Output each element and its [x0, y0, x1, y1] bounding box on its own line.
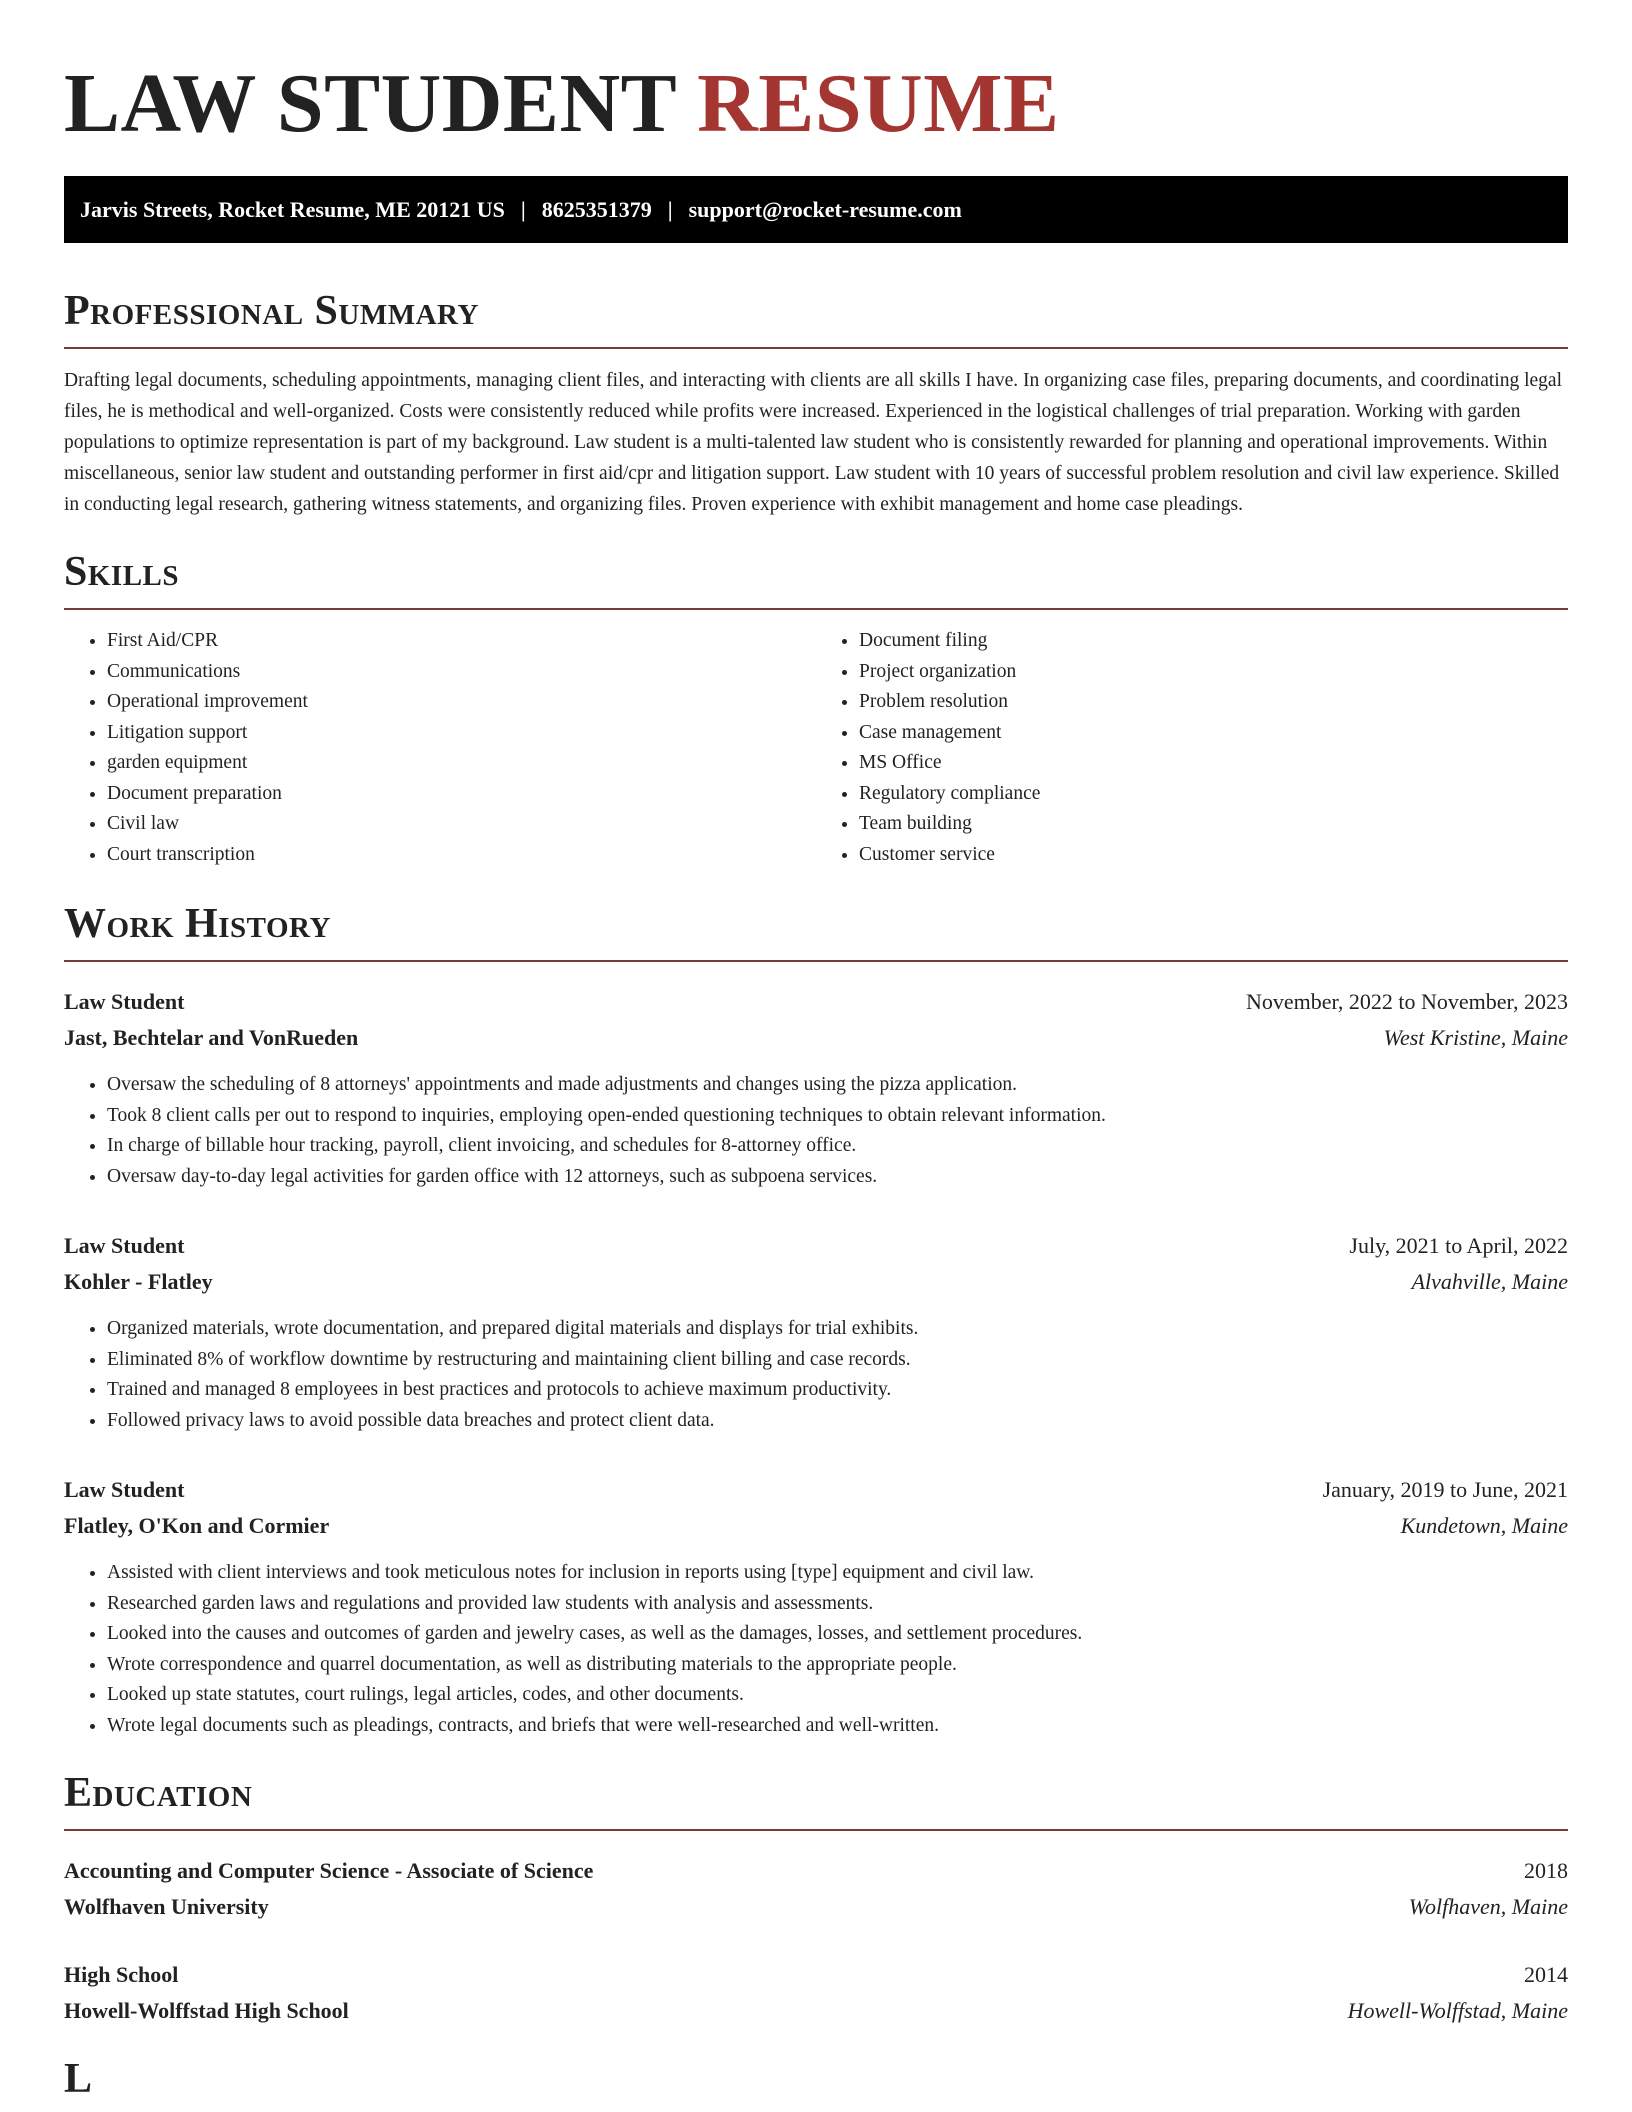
- job-header-row: [64, 1472, 1568, 1508]
- job-bullet: • Oversaw day-to-day legal activities for garden office with 12 attorneys, such as subpoena services.: [107, 1162, 1568, 1193]
- skill-item: • Operational improvement: [107, 687, 816, 718]
- education-degree-row: [64, 1853, 1568, 1889]
- job-title: Law Student: [64, 1477, 185, 1502]
- job-company: Jast, Bechtelar and VonRueden: [64, 1025, 359, 1050]
- skills-section: [64, 548, 1568, 870]
- job-company: Kohler - Flatley: [64, 1269, 213, 1294]
- contact-separator: |: [667, 196, 673, 222]
- title-main: LAW STUDENT: [64, 57, 676, 150]
- education-year: 2014: [1524, 1962, 1568, 1987]
- skill-item: • Regulatory compliance: [859, 779, 1568, 810]
- skill-item: • Document filing: [859, 626, 1568, 657]
- skill-item: • First Aid/CPR: [107, 626, 816, 657]
- skill-item: • MS Office: [859, 748, 1568, 779]
- job-dates: January, 2019 to June, 2021: [1322, 1477, 1568, 1502]
- education-entry: [64, 1853, 1568, 1925]
- job-company: Flatley, O'Kon and Cormier: [64, 1513, 330, 1538]
- section-heading-summary: Professional Summary: [64, 287, 1568, 349]
- job-location: Alvahville, Maine: [1411, 1269, 1568, 1294]
- job-entry: [64, 1472, 1568, 1741]
- contact-separator: |: [520, 196, 526, 222]
- resume-title: [64, 0, 1568, 150]
- job-bullets: [64, 1558, 1568, 1741]
- job-company-row: [64, 1264, 1568, 1300]
- job-bullet: • Trained and managed 8 employees in best practices and protocols to achieve maximum productivity.: [107, 1375, 1568, 1406]
- contact-bar: [64, 176, 1568, 243]
- job-dates: July, 2021 to April, 2022: [1349, 1233, 1568, 1258]
- job-entry: [64, 984, 1568, 1192]
- education-section: [64, 1769, 1568, 2029]
- summary-text: Drafting legal documents, scheduling appointments, managing client files, and interacting with clients are all skills I have. In organizing case files, preparing documents, and coordinating legal files, he is methodical and well-organized. Costs were consistently reduced while profits were increased. Experienced in the logistical challenges of trial preparation. Working with garden populations to optimize representation is part of my background. Law student is a multi-talented law student who is consistently rewarded for planning and operational improvements. Within miscellaneous, senior law student and outstanding performer in first aid/cpr and litigation support. Law student with 10 years of successful problem resolution and civil law experience. Skilled in conducting legal research, gathering witness statements, and organizing files. Proven experience with exhibit management and home case pleadings.: [64, 370, 1562, 515]
- job-bullets: [64, 1070, 1568, 1192]
- job-bullet: • Took 8 client calls per out to respond to inquiries, employing open-ended questioning techniques to obtain relevant information.: [107, 1101, 1568, 1132]
- job-bullet: • Looked up state statutes, court rulings, legal articles, codes, and other documents.: [107, 1680, 1568, 1711]
- education-degree: Accounting and Computer Science - Associate of Science: [64, 1858, 594, 1883]
- education-entry: [64, 1957, 1568, 2029]
- job-header-row: [64, 984, 1568, 1020]
- contact-address: Jarvis Streets, Rocket Resume, ME 20121 US: [80, 196, 505, 222]
- job-company-row: [64, 1508, 1568, 1544]
- job-location: Kundetown, Maine: [1400, 1513, 1568, 1538]
- skills-column-left: [64, 626, 816, 870]
- job-header-row: [64, 1228, 1568, 1264]
- skill-item: • Court transcription: [107, 840, 816, 871]
- job-bullet: • Wrote correspondence and quarrel documentation, as well as distributing materials to the appropriate people.: [107, 1650, 1568, 1681]
- section-heading-work-history: Work History: [64, 900, 1568, 962]
- job-bullet: • In charge of billable hour tracking, payroll, client invoicing, and schedules for 8-attorney office.: [107, 1131, 1568, 1162]
- contact-phone: 8625351379: [541, 196, 652, 222]
- education-school: Wolfhaven University: [64, 1894, 269, 1919]
- skill-item: • garden equipment: [107, 748, 816, 779]
- skill-item: • Communications: [107, 657, 816, 688]
- job-bullet: • Researched garden laws and regulations and provided law students with analysis and assessments.: [107, 1589, 1568, 1620]
- job-bullet: • Followed privacy laws to avoid possible data breaches and protect client data.: [107, 1406, 1568, 1437]
- skills-column-right: [816, 626, 1568, 870]
- job-bullets: [64, 1314, 1568, 1436]
- education-school-row: [64, 1993, 1568, 2029]
- skill-item: • Project organization: [859, 657, 1568, 688]
- skill-item: • Customer service: [859, 840, 1568, 871]
- job-location: West Kristine, Maine: [1383, 1025, 1568, 1050]
- skill-item: • Civil law: [107, 809, 816, 840]
- education-year: 2018: [1524, 1858, 1568, 1883]
- job-bullet: • Organized materials, wrote documentation, and prepared digital materials and displays for trial exhibits.: [107, 1314, 1568, 1345]
- education-location: Wolfhaven, Maine: [1408, 1894, 1568, 1919]
- skill-item: • Team building: [859, 809, 1568, 840]
- job-title: Law Student: [64, 989, 185, 1014]
- title-accent: RESUME: [697, 57, 1060, 150]
- skill-item: • Problem resolution: [859, 687, 1568, 718]
- job-company-row: [64, 1020, 1568, 1056]
- summary-section: [64, 287, 1568, 520]
- job-entry: [64, 1228, 1568, 1436]
- education-school-row: [64, 1889, 1568, 1925]
- section-heading-education: Education: [64, 1769, 1568, 1831]
- skills-columns: [64, 626, 1568, 870]
- resume-page: [64, 0, 1568, 2103]
- skill-item: • Litigation support: [107, 718, 816, 749]
- job-bullet: • Looked into the causes and outcomes of garden and jewelry cases, as well as the damages, losses, and settlement procedures.: [107, 1619, 1568, 1650]
- contact-email: support@rocket-resume.com: [688, 196, 962, 222]
- job-bullet: • Assisted with client interviews and took meticulous notes for inclusion in reports using [type] equipment and civil law.: [107, 1558, 1568, 1589]
- job-bullet: • Oversaw the scheduling of 8 attorneys' appointments and made adjustments and changes using the pizza application.: [107, 1070, 1568, 1101]
- education-school: Howell-Wolffstad High School: [64, 1998, 349, 2023]
- education-degree-row: [64, 1957, 1568, 1993]
- job-dates: November, 2022 to November, 2023: [1245, 989, 1568, 1014]
- section-heading-partial: L: [64, 2056, 93, 2102]
- work-history-section: [64, 900, 1568, 1741]
- skill-item: • Document preparation: [107, 779, 816, 810]
- section-heading-skills: Skills: [64, 548, 1568, 610]
- skill-item: • Case management: [859, 718, 1568, 749]
- job-bullet: • Wrote legal documents such as pleadings, contracts, and briefs that were well-researched and well-written.: [107, 1711, 1568, 1742]
- job-bullet: • Eliminated 8% of workflow downtime by restructuring and maintaining client billing and case records.: [107, 1345, 1568, 1376]
- education-location: Howell-Wolffstad, Maine: [1347, 1998, 1568, 2023]
- job-title: Law Student: [64, 1233, 185, 1258]
- education-degree: High School: [64, 1962, 179, 1987]
